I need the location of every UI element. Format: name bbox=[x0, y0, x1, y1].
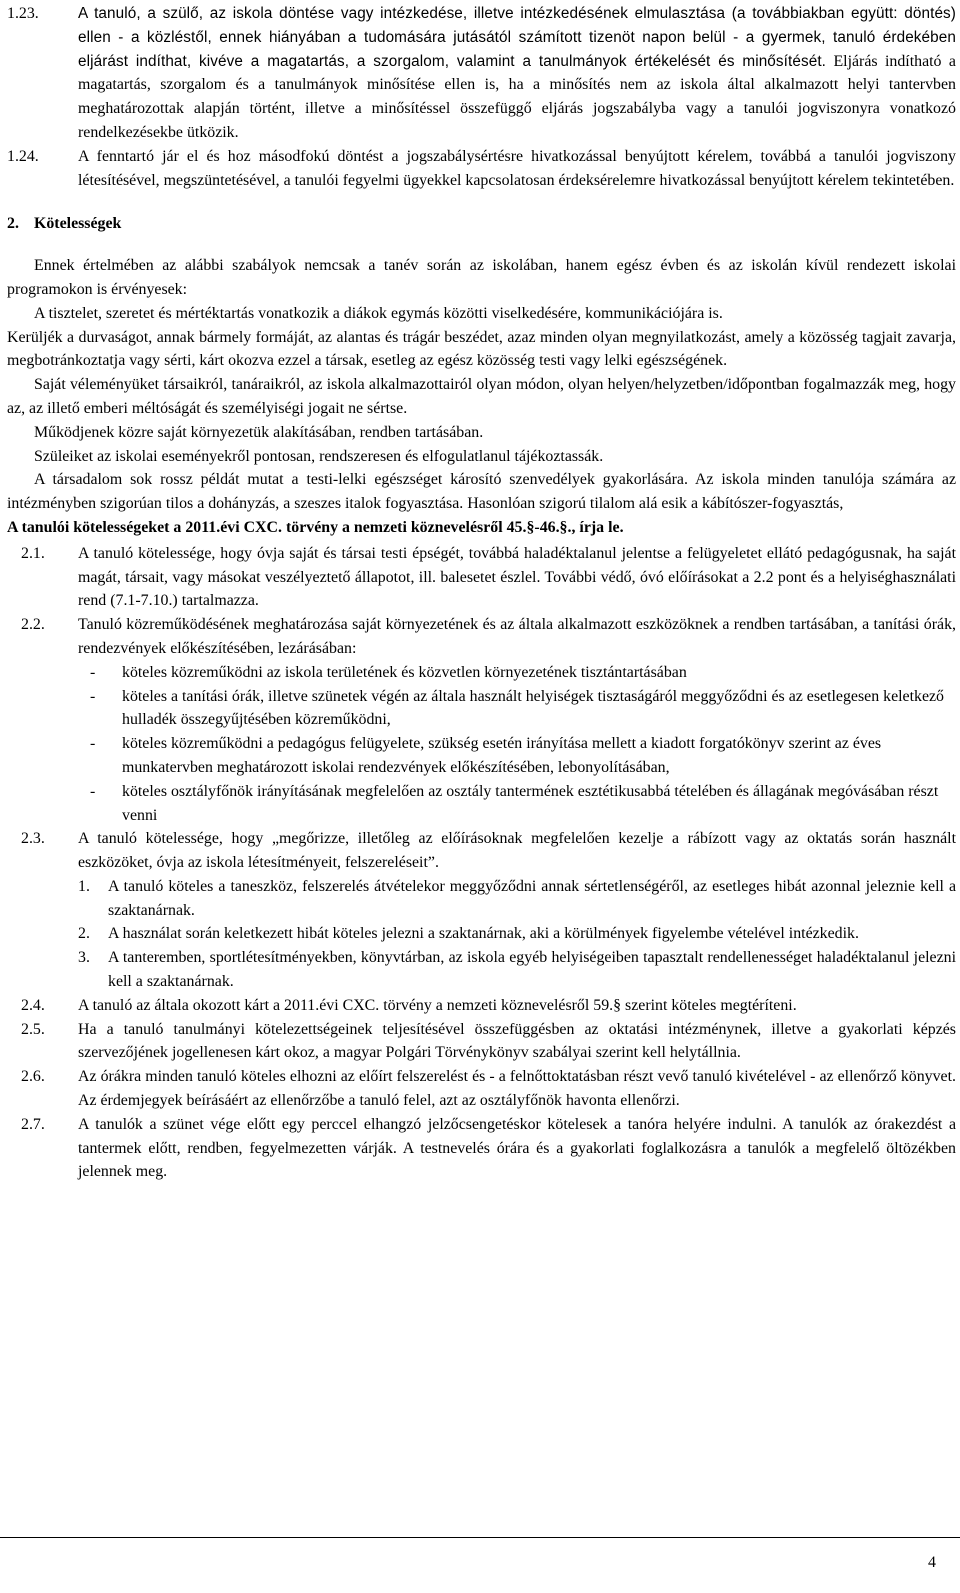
dash-list bbox=[78, 661, 956, 828]
section-1-24 bbox=[7, 145, 956, 193]
dash-bullet: - bbox=[90, 663, 96, 681]
list-item bbox=[78, 732, 956, 780]
paragraph-health: A társadalom sok rossz példát mutat a testi-lelki egészséget károsító szenvedélyek gyakorlására. Az iskola minden tanulója számára az intézményben szigorúan tilos a dohányzás, a szeszes italok fogyasztása. Hasonlóan szigorú tilalom alá esik a kábítószer-fogyasztás, bbox=[7, 471, 956, 513]
list-item-text: köteles közreműködni az iskola területének és közvetlen környezetének tisztántartásában bbox=[122, 663, 687, 681]
section-text: Az órákra minden tanuló köteles elhozni az előírt felszerelést és - a felnőttoktatásban részt vevő tanuló kivételével - az ellenőrző könyvet. Az érdemjegyek beírásáért az ellenőrzőbe a tanuló felel, azt az osztályfőnök havonta ellenőrzi. bbox=[78, 1068, 956, 1110]
section-text: A tanuló kötelessége, hogy „megőrizze, illetőleg az előírásoknak megfelelően kezelje a rábízott vagy az oktatás során használt eszközöket, óvja az iskola létesítményeit, felszereléseit”. bbox=[78, 830, 956, 872]
list-item-number: 3. bbox=[78, 949, 90, 967]
dash-bullet: - bbox=[90, 782, 96, 800]
heading-number: 2. bbox=[7, 215, 19, 233]
section-2-7 bbox=[7, 1113, 956, 1184]
paragraph-environment: Működjenek közre saját környezetük alakításában, rendben tartásában. bbox=[34, 423, 484, 441]
section-1-23 bbox=[7, 2, 956, 145]
section-text-serif: Eljárás indítható a magatartás, szorgalom és a tanulmányok minősítése ellen is, ha a minősítés nem az iskola által alkalmazott helyi tantervben meghatározottak alapján történt, illetve a minősítéssel összefüggő eljárás jogszabályba vagy a tanulói jogviszonyra vonatkozó rendelkezésekbe ütközik. bbox=[78, 52, 956, 141]
list-item bbox=[78, 946, 956, 994]
section-text-sans: A tanuló, a szülő, az iskola döntése vagy intézkedése, illetve intézkedésének elmulasztása (a továbbiakban együtt: döntés) ellen - a közléstől, ennek hiányában a tudomására jutásától számított tizenöt napon belül - a gyermek, tanuló érdekében eljárást indíthat, kivéve a magatartás, a szorgalom, valamint a tanulmányok értékelését és minősítését. bbox=[78, 5, 956, 70]
section-2-5 bbox=[7, 1018, 956, 1066]
paragraph-law-reference: A tanulói kötelességeket a 2011.évi CXC. törvény a nemzeti köznevelésről 45.§-46.§., írja le. bbox=[7, 518, 624, 536]
section-number: 1.23. bbox=[7, 5, 39, 22]
section-2-4 bbox=[7, 994, 956, 1018]
section-number: 2.6. bbox=[21, 1068, 45, 1086]
section-number: 2.3. bbox=[21, 830, 45, 848]
section-number: 2.4. bbox=[21, 996, 45, 1014]
heading-kotelessegek bbox=[7, 212, 956, 236]
page-number: 4 bbox=[928, 1554, 936, 1571]
numbered-list bbox=[78, 875, 956, 994]
list-item bbox=[78, 875, 956, 923]
list-item-number: 2. bbox=[78, 925, 90, 943]
section-number: 1.24. bbox=[7, 147, 39, 165]
heading-title: Kötelességek bbox=[34, 215, 122, 233]
list-item-text: köteles a tanítási órák, illetve szünetek végén az általa használt helyiségek tisztaságáról meggyőződni és az esetlegesen keletkező hulladék összegyűjtésében közreműködni, bbox=[122, 687, 944, 729]
section-number: 2.7. bbox=[21, 1115, 45, 1133]
paragraph-avoid-rudeness: Kerüljék a durvaságot, annak bármely formáját, az alantas és trágár beszédet, azaz minden olyan megnyilatkozást, amely a közösség tagjait zavarja, megbotránkoztatja vagy sérti, kárt okozva ezzel a társak, esetleg az egész közösség testi vagy lelki egészségének. bbox=[7, 328, 956, 370]
document-body bbox=[7, 2, 956, 1184]
list-item bbox=[78, 661, 956, 685]
section-2-3 bbox=[7, 827, 956, 875]
footer-divider bbox=[0, 1537, 960, 1538]
section-text bbox=[78, 2, 956, 145]
paragraph-respect: A tisztelet, szeretet és mértéktartás vonatkozik a diákok egymás közötti viselkedésére, kommunikációjára is. bbox=[34, 304, 723, 322]
list-item-text: A használat során keletkezett hibát köteles jelezni a szaktanárnak, aki a körülmények figyelembe vételével intézkedik. bbox=[108, 925, 859, 943]
section-text: Ha a tanuló tanulmányi kötelezettségeinek teljesítésével összefüggésben az oktatási intézménynek, illetve a gyakorlati képzés szervezőjének jogellenesen kárt okoz, a magyar Polgári Törvénykönyv szabályai szerint kell helytállnia. bbox=[78, 1020, 956, 1062]
list-item bbox=[78, 780, 956, 828]
list-item bbox=[78, 922, 956, 946]
section-2-6 bbox=[7, 1065, 956, 1113]
list-item-number: 1. bbox=[78, 877, 90, 895]
section-text: A tanuló az általa okozott kárt a 2011.évi CXC. törvény a nemzeti köznevelésről 59.§ szerint köteles megtéríteni. bbox=[78, 996, 797, 1014]
section-text: A tanuló kötelessége, hogy óvja saját és társai testi épségét, továbbá haladéktalanul jelentse a felügyeletet ellátó pedagógusnak, ha saját magát, társait, vagy másokat veszélyeztető állapotot, ill. balesetet észlel. További védő, óvó előírásokat a 2.2 pont és a helyiséghasználati rend (7.1-7.10.) tartalmazza. bbox=[78, 544, 956, 610]
section-text: Tanuló közreműködésének meghatározása saját környezetének és az általa alkalmazott eszközöknek a rendben tartásában, a tanítási órák, rendezvények előkészítésében, lezárásában: bbox=[78, 616, 956, 657]
list-item-text: A tanuló köteles a taneszköz, felszerelés átvételekor meggyőződni annak sértetlenségéről, az esetleges hibát azonnal jeleznie kell a szaktanárnak. bbox=[108, 877, 956, 919]
list-item bbox=[78, 685, 956, 733]
section-text: A fenntartó jár el és hoz másodfokú döntést a jogszabálysértésre hivatkozással benyújtott kérelem, továbbá a tanulói jogviszony létesítésével, megszüntetésével, a tanulói fegyelmi ügyekkel kapcsolatosan érdeksérelemre hivatkozással benyújtott kérelem tekintetében. bbox=[78, 147, 956, 189]
section-number: 2.2. bbox=[21, 616, 45, 634]
list-item-text: köteles osztályfőnök irányításának megfelelően az osztály tantermének esztétikusabbá tételében és állagának megóvásában részt venni bbox=[122, 782, 939, 824]
section-2-2 bbox=[7, 613, 956, 661]
dash-bullet: - bbox=[90, 735, 96, 753]
dash-bullet: - bbox=[90, 687, 96, 705]
list-item-text: A tanteremben, sportlétesítményekben, könyvtárban, az iskola egyéb helyiségeiben tapasztalt rendellenességet haladéktalanul jelezni kell a szaktanárnak. bbox=[108, 949, 956, 991]
paragraph-opinions: Saját véleményüket társaikról, tanáraikról, az iskola alkalmazottairól olyan módon, olyan helyen/helyzetben/időpontban fogalmazzák meg, hogy az, az illető emberi méltóságát és személyiségi jogait ne sértse. bbox=[7, 376, 956, 417]
section-2-1 bbox=[7, 542, 956, 613]
list-item-text: köteles közreműködni a pedagógus felügyelete, szükség esetén irányítása mellett a kiadott forgatókönyv szerint az éves munkatervben meghatározott iskolai rendezvények előkészítésében, lebonyolításában, bbox=[122, 735, 882, 776]
section-number: 2.1. bbox=[21, 544, 45, 562]
section-text: A tanulók a szünet vége előtt egy perccel elhangzó jelzőcsengetéskor kötelesek a tanóra helyére indulni. A tanulók az órakezdést a tantermek előtt, rendben, fegyelmezetten várják. A testnevelés órára és a gyakorlati foglalkozásra a tanulók a megfelelő öltözékben jelennek meg. bbox=[78, 1115, 956, 1181]
section-number: 2.5. bbox=[21, 1020, 45, 1038]
paragraph-inform-parents: Szüleiket az iskolai eseményekről pontosan, rendszeresen és elfogulatlanul tájékoztassák. bbox=[34, 447, 604, 465]
paragraph-intro: Ennek értelmében az alábbi szabályok nemcsak a tanév során az iskolában, hanem egész évben és az iskolán kívül rendezett iskolai programokon is érvényesek: bbox=[7, 257, 956, 298]
